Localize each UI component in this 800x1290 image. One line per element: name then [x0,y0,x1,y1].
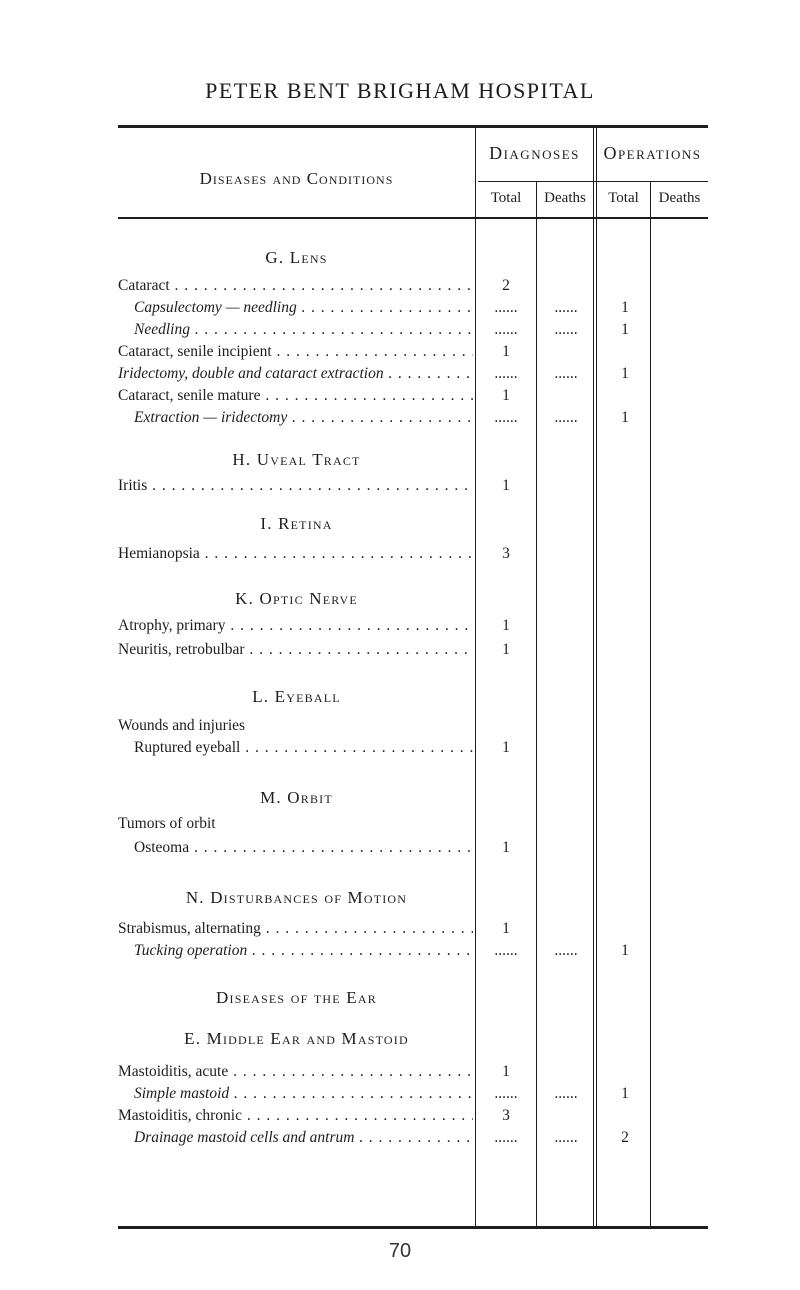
diseases-column-header: Diseases and Conditions [199,169,394,188]
diagnoses-total-cell: ...... [494,942,518,959]
table-row [118,918,708,940]
diagnoses-total-cell: 2 [502,277,510,294]
section-heading: E. Middle Ear and Mastoid [184,1029,409,1048]
page-number: 70 [388,1240,412,1262]
diagnoses-total-cell: ...... [494,1085,518,1102]
operations-total-cell: 2 [621,1129,629,1146]
table-row [118,407,708,429]
diagnoses-deaths-cell: ...... [554,409,578,426]
row-label: Cataract . . . [118,275,473,297]
operations-total-cell: 1 [621,1085,629,1102]
diagnoses-deaths-cell: ...... [554,942,578,959]
diagnoses-total-cell: 1 [502,920,510,937]
row-label: Hemianopsia . . . [118,543,473,565]
table-row [118,837,708,859]
table-row [118,297,708,319]
diagnoses-total-cell: 3 [502,1107,510,1124]
operations-total-cell: 1 [621,299,629,316]
section-heading: Diseases of the Ear [216,988,377,1007]
diagnoses-deaths-cell: ...... [554,365,578,382]
row-label: Iritis . . . [118,475,473,497]
operations-total-cell: 1 [621,365,629,382]
diagnoses-total-cell: 1 [502,477,510,494]
table-row [118,639,708,661]
row-label: Ruptured eyeball . . . [134,737,473,759]
diagnoses-total-cell: 1 [502,343,510,360]
row-label: Drainage mastoid cells and antrum . . . [134,1127,473,1149]
diagnoses-total-cell: 3 [502,545,510,562]
row-label: Needling . . . [134,319,473,341]
table-bottom-rule [118,1226,708,1229]
row-label: Mastoiditis, chronic . . . [118,1105,473,1127]
diagnoses-total-header: Total [490,190,522,206]
diagnoses-total-cell: 1 [502,617,510,634]
section-heading: G. Lens [265,248,328,267]
row-label: Tumors of orbit [118,815,216,832]
row-label: Tucking operation . . . [134,940,473,962]
diagnoses-total-cell: ...... [494,365,518,382]
row-label: Osteoma . . . [134,837,473,859]
diagnoses-total-cell: ...... [494,321,518,338]
table-row [118,940,708,962]
table-row [118,363,708,385]
table-row [118,543,708,565]
table-row [118,385,708,407]
section-heading: I. Retina [260,514,333,533]
diagnoses-total-cell: 1 [502,739,510,756]
operations-total-cell: 1 [621,321,629,338]
page-header: PETER BENT BRIGHAM HOSPITAL [205,78,595,103]
row-label: Iridectomy, double and cataract extraction . . . [118,363,473,385]
row-label: Neuritis, retrobulbar . . . [118,639,473,661]
section-heading: K. Optic Nerve [235,589,358,608]
diagnoses-total-cell: 1 [502,641,510,658]
diagnoses-total-cell: 1 [502,387,510,404]
row-label: Mastoiditis, acute . . . [118,1061,473,1083]
section-heading: H. Uveal Tract [232,450,361,469]
section-heading: N. Disturbances of Motion [185,888,408,907]
section-heading: M. Orbit [260,788,333,807]
table-top-rule [118,125,708,128]
table-row [118,737,708,759]
diagnoses-deaths-cell: ...... [554,1085,578,1102]
operations-total-header: Total [608,190,639,206]
row-label: Simple mastoid . . . [134,1083,473,1105]
diagnoses-deaths-cell: ...... [554,321,578,338]
operations-total-cell: 1 [621,409,629,426]
operations-total-cell: 1 [621,942,629,959]
diseases-table [118,125,708,1235]
table-row [118,275,708,297]
diagnoses-total-cell: ...... [494,1129,518,1146]
header-bottom-rule [118,217,708,219]
table-row [118,813,708,835]
diagnoses-deaths-cell: ...... [554,1129,578,1146]
table-row [118,1083,708,1105]
diagnoses-column-header: Diagnoses [489,143,580,163]
diagnoses-total-cell: 1 [502,1063,510,1080]
diagnoses-deaths-header: Deaths [544,190,586,206]
operations-deaths-header: Deaths [658,190,701,206]
row-label: Atrophy, primary . . . [118,615,473,637]
table-row [118,715,708,737]
table-row [118,1105,708,1127]
diagnoses-total-cell: 1 [502,839,510,856]
diagnoses-total-cell: ...... [494,409,518,426]
row-label: Cataract, senile incipient . . . [118,341,473,363]
row-label: Cataract, senile mature . . . [118,385,473,407]
table-row [118,319,708,341]
section-heading: L. Eyeball [252,687,341,706]
row-label: Wounds and injuries [118,717,246,734]
table-row [118,1127,708,1149]
table-row [118,615,708,637]
operations-column-header: Operations [603,143,702,163]
diagnoses-deaths-cell: ...... [554,299,578,316]
row-label: Capsulectomy — needling . . . [134,297,473,319]
table-row [118,341,708,363]
diagnoses-total-cell: ...... [494,299,518,316]
row-label: Strabismus, alternating . . . [118,918,473,940]
row-label: Extraction — iridectomy . . . [134,407,473,429]
table-row [118,475,708,497]
table-row [118,1061,708,1083]
